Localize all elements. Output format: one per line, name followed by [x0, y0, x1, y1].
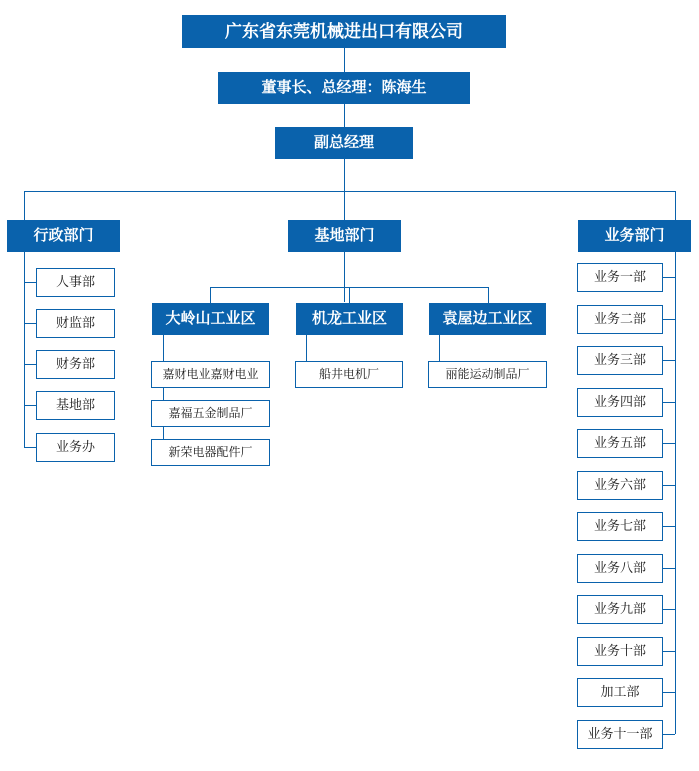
node-company: 广东省东莞机械进出口有限公司	[182, 15, 506, 48]
node-jilong-child: 船井电机厂	[295, 361, 403, 388]
node-business-child: 业务八部	[577, 554, 663, 583]
node-base-dept: 基地部门	[288, 220, 401, 252]
node-business-child: 业务一部	[577, 263, 663, 292]
node-business-child: 业务二部	[577, 305, 663, 334]
node-admin-child: 业务办	[36, 433, 115, 462]
node-dalingshan-child: 嘉福五金制品厂	[151, 400, 270, 427]
connector-admin-child-2	[24, 323, 36, 324]
connector-chairman-vicegm	[344, 104, 345, 127]
spine-business	[675, 252, 676, 734]
connector-zone-yuanwubian	[488, 287, 489, 303]
connector-business-child-6	[663, 485, 675, 486]
node-business-child: 业务四部	[577, 388, 663, 417]
node-dalingshan-child: 嘉财电业嘉财电业	[151, 361, 270, 388]
connector-bus-admin	[24, 191, 25, 220]
connector-business-child-11	[663, 692, 675, 693]
node-admin-dept: 行政部门	[7, 220, 120, 252]
spine-zone-dalingshan	[163, 335, 164, 452]
connector-business-child-2	[663, 319, 675, 320]
node-dalingshan-child: 新荣电器配件厂	[151, 439, 270, 466]
connector-bus-base	[344, 191, 345, 220]
node-business-child: 业务三部	[577, 346, 663, 375]
connector-business-child-8	[663, 568, 675, 569]
connector-admin-child-4	[24, 405, 36, 406]
connector-admin-child-3	[24, 364, 36, 365]
node-zone-yuanwubian: 袁屋边工业区	[429, 303, 546, 335]
connector-business-child-10	[663, 651, 675, 652]
connector-business-child-4	[663, 402, 675, 403]
node-zone-jilong: 机龙工业区	[296, 303, 403, 335]
connector-business-child-7	[663, 526, 675, 527]
node-admin-child: 财务部	[36, 350, 115, 379]
node-business-dept: 业务部门	[578, 220, 691, 252]
node-yuanwubian-child: 丽能运动制品厂	[428, 361, 547, 388]
connector-business-child-5	[663, 443, 675, 444]
node-zone-dalingshan: 大岭山工业区	[152, 303, 269, 335]
node-business-child: 业务六部	[577, 471, 663, 500]
node-business-child: 业务九部	[577, 595, 663, 624]
connector-bus-business	[675, 191, 676, 220]
node-admin-child: 人事部	[36, 268, 115, 297]
node-admin-child: 基地部	[36, 391, 115, 420]
node-business-child: 业务十一部	[577, 720, 663, 749]
node-admin-child: 财监部	[36, 309, 115, 338]
node-business-child: 业务五部	[577, 429, 663, 458]
bus-departments	[24, 191, 675, 192]
connector-base-to-zonebus	[344, 252, 345, 302]
node-vice-gm: 副总经理	[275, 127, 413, 159]
connector-business-child-9	[663, 609, 675, 610]
connector-business-child-12	[663, 734, 675, 735]
connector-admin-child-5	[24, 447, 36, 448]
connector-company-chairman	[344, 48, 345, 72]
connector-vicegm-bus	[344, 159, 345, 191]
connector-zone-dalingshan	[210, 287, 211, 303]
connector-business-child-1	[663, 277, 675, 278]
connector-admin-child-1	[24, 282, 36, 283]
connector-business-child-3	[663, 360, 675, 361]
node-business-child: 加工部	[577, 678, 663, 707]
node-business-child: 业务七部	[577, 512, 663, 541]
node-business-child: 业务十部	[577, 637, 663, 666]
connector-zone-jilong	[349, 287, 350, 303]
node-chairman: 董事长、总经理：陈海生	[218, 72, 470, 104]
